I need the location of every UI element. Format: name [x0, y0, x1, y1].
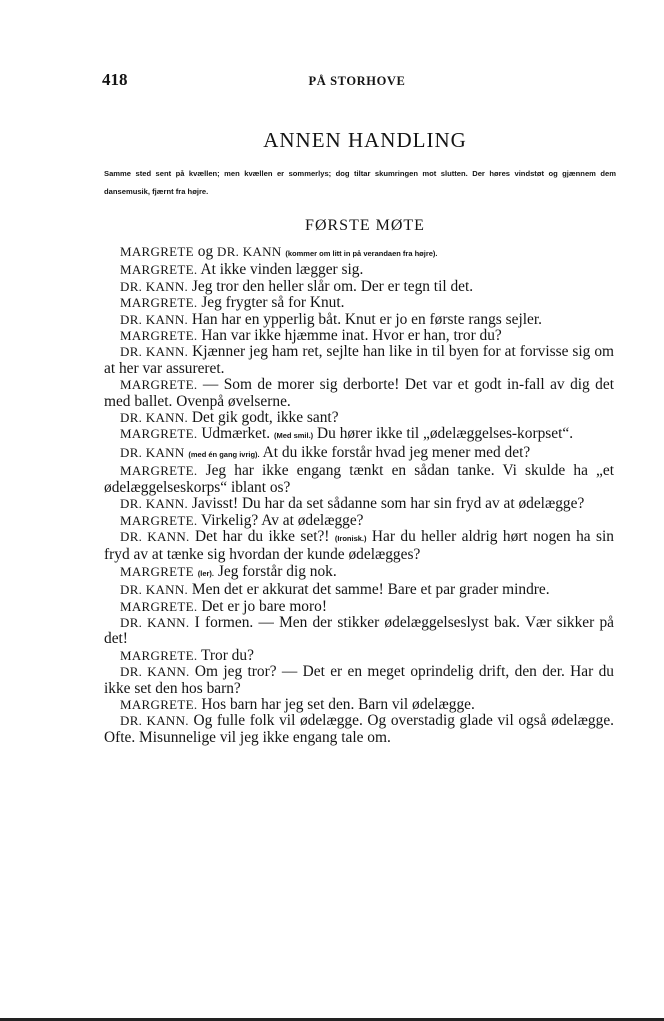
- dialogue-line: [104, 697, 614, 713]
- line-text: Det har du ikke set?!: [195, 527, 330, 545]
- speaker-name: MARGRETE.: [120, 426, 198, 442]
- speaker-name: MARGRETE.: [120, 262, 198, 278]
- speaker-name: MARGRETE.: [120, 377, 198, 393]
- act-title: ANNEN HANDLING: [263, 128, 467, 152]
- dialogue-line: [104, 426, 614, 444]
- dialogue-line: [104, 279, 614, 295]
- speaker-name: DR. KANN.: [120, 344, 189, 360]
- line-text: Han har en ypperlig båt. Knut er jo en første rangs sejler.: [191, 310, 542, 328]
- line-text: At du ikke forstår hvad jeg mener med det?: [262, 443, 531, 461]
- speaker-name: DR. KANN: [217, 244, 282, 259]
- dialogue-line: [104, 564, 614, 582]
- line-text: Men det er akkurat det samme! Bare et par grader mindre.: [191, 581, 550, 599]
- speaker-name: DR. KANN.: [120, 664, 190, 680]
- line-text: Jeg frygter så for Knut.: [201, 294, 345, 312]
- speaker-name: MARGRETE.: [120, 598, 198, 614]
- running-title: PÅ STORHOVE: [308, 74, 406, 88]
- line-text: Om jeg tror? — Det er en meget oprindelig drift, den der. Har du ikke set den hos barn?: [104, 663, 614, 697]
- dialogue-line: [104, 582, 614, 598]
- stage-direction-inline: (ler).: [197, 568, 215, 578]
- line-text: Tror du?: [201, 646, 254, 664]
- line-text: Javisst! Du har da set sådanne som har sin fryd av at ødelægge?: [191, 495, 585, 513]
- dialogue-line: [104, 529, 614, 564]
- stage-direction-inline: (med én gang ivrig).: [188, 449, 260, 459]
- speaker-name: MARGRETE.: [120, 512, 198, 528]
- page-number: 418: [102, 70, 128, 89]
- stage-direction-inline: (Med smil.): [274, 431, 314, 441]
- dialogue: [104, 244, 614, 746]
- dialogue-line: [104, 410, 614, 426]
- page-header: [100, 70, 614, 90]
- stage-direction-inline: (kommer om litt in på verandaen fra højre).: [285, 249, 438, 258]
- dialogue-line: [104, 344, 614, 377]
- speaker-name: DR. KANN.: [120, 496, 189, 512]
- dialogue-line: [104, 496, 614, 512]
- speaker-name: MARGRETE.: [120, 647, 198, 663]
- line-text: Jeg forstår dig nok.: [217, 562, 337, 580]
- speaker-name: DR. KANN.: [120, 528, 190, 544]
- dialogue-line: [104, 328, 614, 344]
- dialogue-line: [104, 262, 614, 278]
- line-text: Udmærket.: [201, 425, 271, 443]
- dialogue-line: [104, 513, 614, 529]
- speaker-name: DR. KANN.: [120, 278, 189, 294]
- line-text: Hos barn har jeg set den. Barn vil ødelægge.: [201, 695, 475, 713]
- speaker-name: MARGRETE.: [120, 295, 198, 311]
- line-text: Han var ikke hjæmme inat. Hvor er han, tror du?: [201, 327, 502, 345]
- speaker-name: MARGRETE.: [120, 463, 198, 479]
- dialogue-line: [104, 713, 614, 746]
- stage-direction: Samme sted sent på kvællen; men kvællen er sommerlys; dog tiltar skumringen mot slutten. Der høres vindstøt og gjænnem dem dansemusik, fjærnt fra højre.: [104, 169, 616, 196]
- line-text: Du hører ikke til „ødelæggelses-korpset“.: [317, 425, 574, 443]
- speaker-name: DR. KANN.: [120, 311, 189, 327]
- dialogue-line: [104, 445, 614, 463]
- line-text: Jeg har ikke engang tænkt en sådan tanke. Vi skulde ha „et ødelæggelseskorps“ iblant os?: [104, 462, 614, 496]
- dialogue-line: [104, 664, 614, 697]
- dialogue-line: [104, 377, 614, 410]
- speaker-name: MARGRETE.: [120, 328, 198, 344]
- dialogue-line: [104, 599, 614, 615]
- line-text: Kjænner jeg ham ret, sejlte han like in til byen for at forvisse sig om at her var assureret.: [104, 343, 614, 377]
- line-text: Og fulle folk vil ødelægge. Og overstadig glade vil også ødelægge. Ofte. Misunnelige vil jeg ikke engang tale om.: [104, 712, 614, 746]
- speaker-name: MARGRETE: [120, 563, 194, 579]
- speaker-name: MARGRETE.: [120, 696, 198, 712]
- line-text: Det gik godt, ikke sant?: [191, 409, 339, 427]
- dialogue-line: [104, 463, 614, 496]
- line-text: Har du heller aldrig hørt nogen ha sin fryd av at tænke sig hvordan der kunde ødelægges?: [104, 527, 614, 564]
- dialogue-line: [104, 648, 614, 664]
- line-text: — Som de morer sig derborte! Det var et godt in-fall av dig det med ballet. Ovenpå øvelserne.: [104, 376, 614, 410]
- speaker-name: MARGRETE: [120, 244, 194, 259]
- dialogue-line: [104, 615, 614, 648]
- speaker-name: DR. KANN.: [120, 582, 189, 598]
- dialogue-line: [104, 312, 614, 328]
- dialogue-line: [104, 244, 614, 262]
- line-text: I formen. — Men der stikker ødelæggelseslyst bak. Vær sikker på det!: [104, 613, 614, 648]
- scene-title: FØRSTE MØTE: [305, 217, 425, 234]
- dialogue-line: [104, 295, 614, 311]
- line-text: Virkelig? Av at ødelægge?: [201, 511, 364, 529]
- line-text: og: [197, 243, 214, 260]
- speaker-name: DR. KANN.: [120, 713, 189, 729]
- stage-direction-inline: (Ironisk.): [334, 533, 367, 543]
- line-text: Jeg tror den heller slår om. Der er tegn til det.: [191, 277, 474, 295]
- line-text: Det er jo bare moro!: [201, 597, 327, 615]
- speaker-name: DR. KANN.: [120, 410, 189, 426]
- speaker-name: DR. KANN.: [120, 614, 190, 630]
- line-text: At ikke vinden lægger sig.: [200, 261, 364, 279]
- speaker-name: DR. KANN: [120, 444, 185, 460]
